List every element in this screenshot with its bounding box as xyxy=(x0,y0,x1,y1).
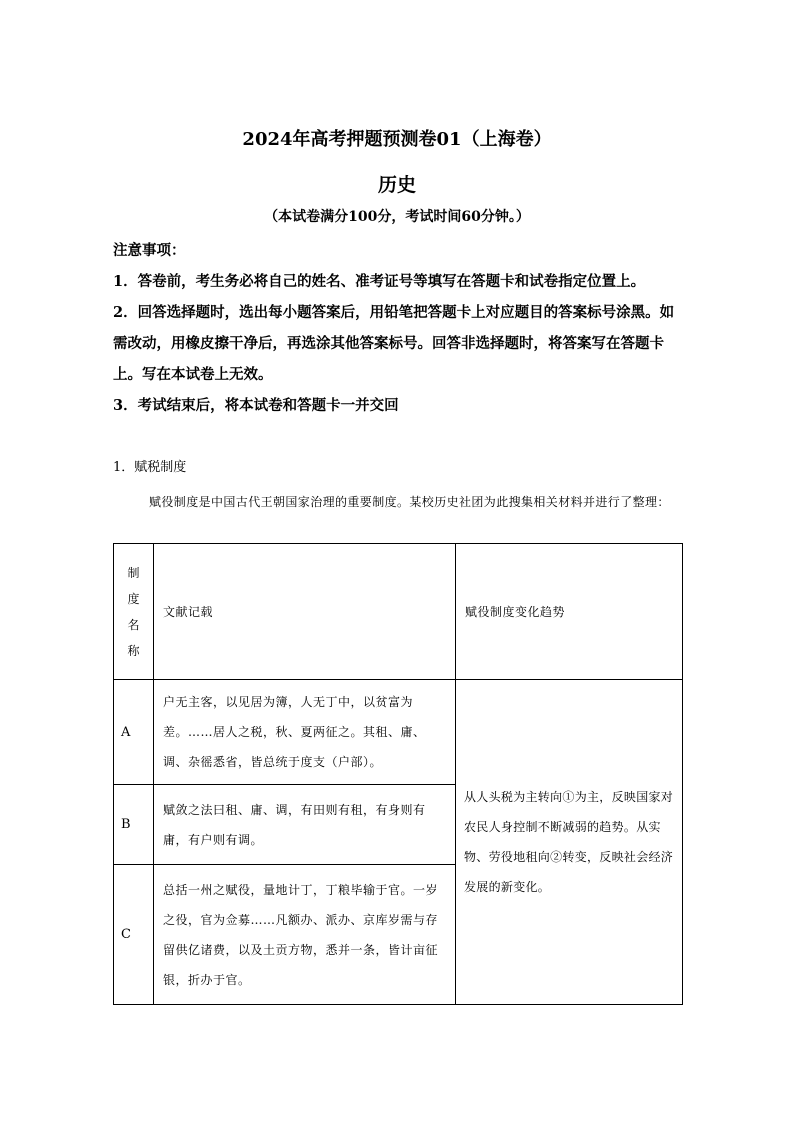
subject-title: 历史 xyxy=(377,174,416,196)
exam-title: 2024年高考押题预测卷01（上海卷） xyxy=(242,129,552,150)
tax-system-table xyxy=(113,543,683,1005)
table-header-row xyxy=(114,544,683,680)
table-row xyxy=(114,680,683,785)
row-name-cell: A xyxy=(114,680,154,785)
exam-subtitle: （本试卷满分100分，考试时间60分钟。） xyxy=(264,209,530,225)
notice-item: 2．回答选择题时，选出每小题答案后，用铅笔把答题卡上对应题目的答案标号涂黑。如需改动，用橡皮擦干净后，再选涂其他答案标号。回答非选择题时，将答案写在答题卡上。写在本试卷上无效。 xyxy=(113,304,675,383)
row-name-cell: B xyxy=(114,785,154,865)
question-title: 1．赋税制度 xyxy=(113,460,187,475)
notice-item: 1．答卷前，考生务必将自己的姓名、准考证号等填写在答题卡和试卷指定位置上。 xyxy=(113,273,646,290)
question-intro: 赋役制度是中国古代王朝国家治理的重要制度。某校历史社团为此搜集相关材料并进行了整理： xyxy=(149,495,670,509)
header-cell-name: 制度名称 xyxy=(114,544,154,680)
notice-item: 3．考试结束后，将本试卷和答题卡一并交回 xyxy=(113,397,399,414)
notice-heading: 注意事项： xyxy=(113,242,186,259)
header-cell-trend: 赋役制度变化趋势 xyxy=(456,544,683,680)
row-record-cell: 户无主客，以见居为簿，人无丁中，以贫富为差。……居人之税，秋、夏两征之。其租、庸、调、杂徭悉省，皆总统于度支（户部）。 xyxy=(154,680,456,785)
row-record-cell: 总括一州之赋役，量地计丁，丁粮毕输于官。一岁之役，官为佥募……凡额办、派办、京库岁需与存留供亿诸费，以及土贡方物，悉并一条，皆计亩征银，折办于官。 xyxy=(154,865,456,1005)
row-name-cell: C xyxy=(114,865,154,1005)
trend-cell: 从人头税为主转向①为主，反映国家对农民人身控制不断减弱的趋势。从实物、劳役地租向②转变，反映社会经济发展的新变化。 xyxy=(456,680,683,1005)
header-cell-record: 文献记载 xyxy=(154,544,456,680)
row-record-cell: 赋敛之法曰租、庸、调，有田则有租，有身则有庸，有户则有调。 xyxy=(154,785,456,865)
notice-section xyxy=(113,235,683,421)
